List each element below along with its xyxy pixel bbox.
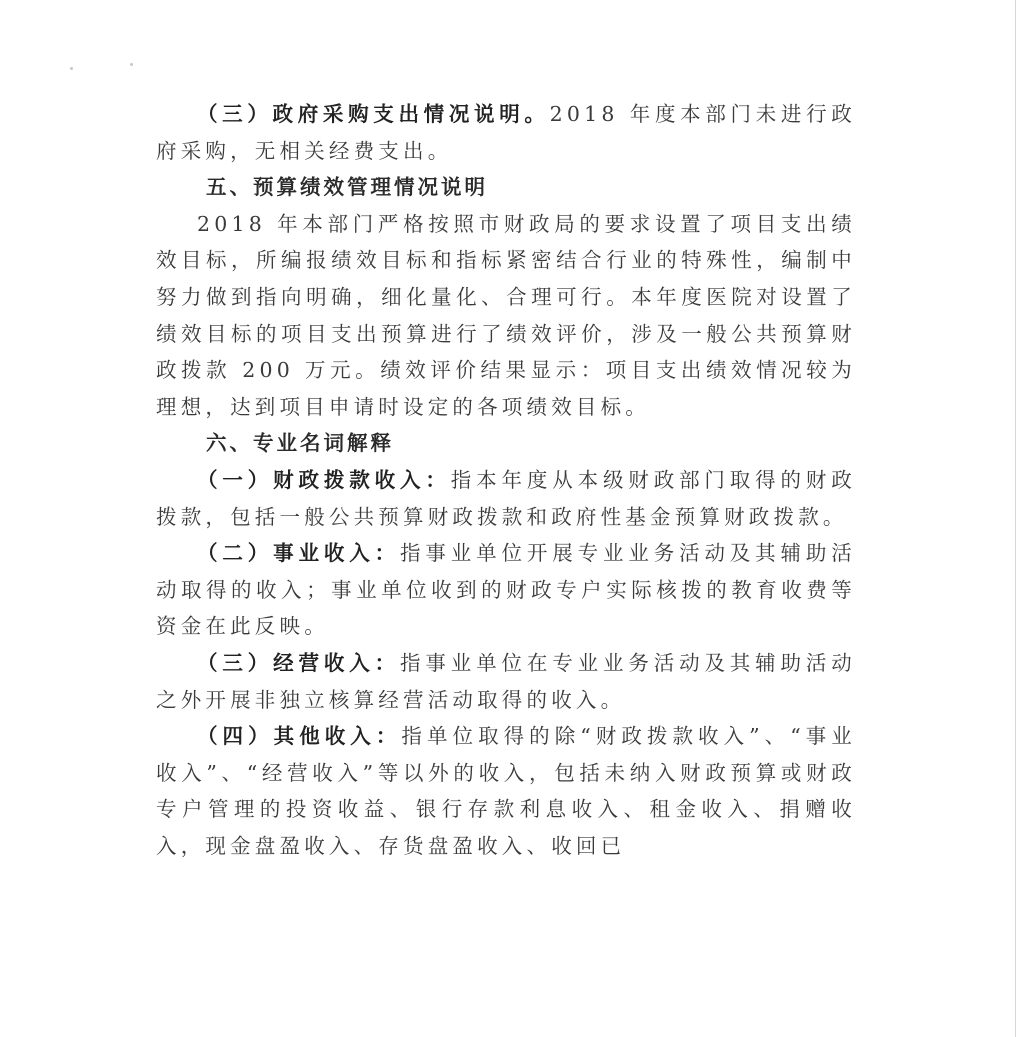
document-body [156, 96, 856, 864]
definition-business: 指事业单位开展专业业务活动及其辅助活动取得的收入；事业单位收到的财政专户实际核拨的教育收费等资金在此反映。 [156, 541, 856, 639]
definition-operating: 指事业单位在专业业务活动及其辅助活动之外开展非独立核算经营活动取得的收入。 [156, 650, 856, 712]
glossary-item-fiscal [156, 462, 856, 535]
paragraph-performance: 2018 年本部门严格按照市财政局的要求设置了项目支出绩效目标，所编报绩效目标和指标紧密结合行业的特殊性，编制中努力做到指向明确，细化量化、合理可行。本年度医院对设置了绩效目标的项目支出预算进行了绩效评价，涉及一般公共预算财政拨款 200 万元。绩效评价结果显示：项目支出绩效情况较为理想，达到项目申请时设定的各项绩效目标。 [156, 211, 856, 419]
page-edge [1015, 0, 1016, 1037]
glossary-item-other [156, 718, 856, 864]
term-operating: （三）经营收入： [197, 650, 400, 675]
section-heading-glossary: 六、专业名词解释 [206, 431, 394, 456]
section-heading-performance: 五、预算绩效管理情况说明 [206, 175, 488, 200]
scan-dot [130, 63, 133, 66]
procurement-text: 2018 年度本部门未进行政府采购，无相关经费支出。 [156, 102, 856, 163]
glossary-item-operating [156, 645, 856, 718]
procurement-title: （三）政府采购支出情况说明。 [197, 102, 550, 126]
definition-other: 指单位取得的除“财政拨款收入”、“事业收入”、“经营收入”等以外的收入，包括未纳入财政预算或财政专户管理的投资收益、银行存款利息收入、租金收入、捐赠收入，现金盘盈收入、存货盘盈收入、收回已 [156, 724, 856, 858]
term-fiscal: （一）财政拨款收入： [197, 467, 451, 492]
paragraph-procurement [156, 96, 856, 169]
term-other: （四）其他收入： [197, 724, 402, 749]
scan-dot [70, 67, 73, 70]
definition-fiscal: 指本年度从本级财政部门取得的财政拨款，包括一般公共预算财政拨款和政府性基金预算财政拨款。 [156, 467, 856, 529]
glossary-item-business [156, 535, 856, 645]
term-business: （二）事业收入： [197, 541, 400, 566]
